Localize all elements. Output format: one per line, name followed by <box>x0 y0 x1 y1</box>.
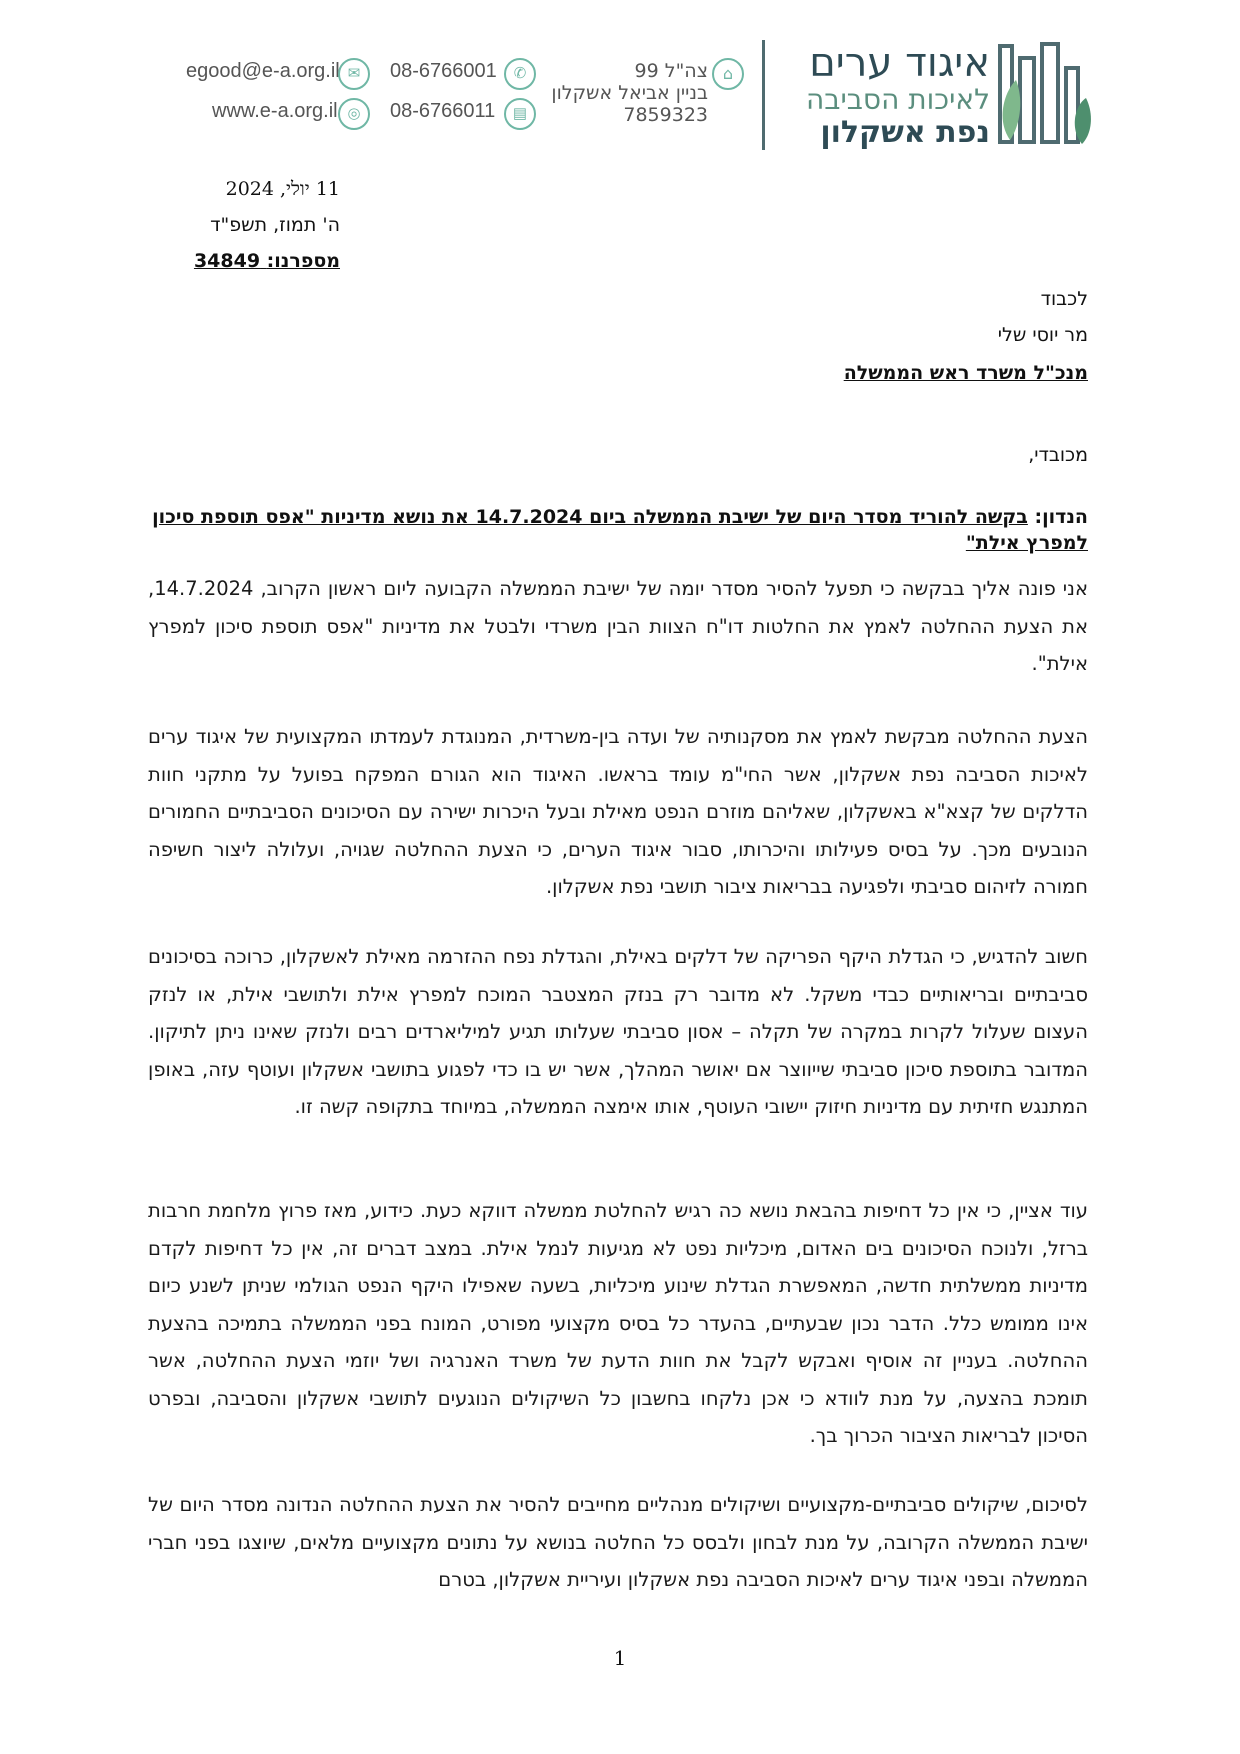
address-zip: 7859323 <box>623 104 708 126</box>
date-gregorian: 11 יולי, 2024 <box>225 178 340 200</box>
salutation: מכובדי, <box>1028 444 1088 466</box>
org-logo-text <box>790 42 990 150</box>
date-hebrew: ה' תמוז, תשפ"ד <box>210 214 340 236</box>
envelope-icon: ✉ <box>338 58 370 90</box>
reference-number <box>180 250 340 272</box>
globe-icon: ◎ <box>338 98 370 130</box>
body-paragraph-3: חשוב להדגיש, כי הגדלת היקף הפריקה של דלקים באילת, והגדלת נפח ההזרמה מאילת לאשקלון, כרוכה בסיכונים סביבתיים ובריאותיים כבדי משקל. לא מדובר רק בנזק המצטבר המוכח למפרץ אילת ולתושבי אילת, או לנזק העצום שעלול לקרות במקרה של תקלה – אסון סביבתי שעלותו תגיע למיליארדים רבים ולנזק שאינו ניתן לתיקון. המדובר בתוספת סיכון סביבתי שייווצר אם יאושר המהלך, אשר יש בו כדי לפגוע בתושבי אשקלון ועוטף עזה, באופן המתנגש חזיתית עם מדיניות חיזוק יישובי העוטף, אותו אימצה הממשלה, במיוחד בתקופה קשה זו. <box>148 945 1088 1118</box>
recipient-title: מנכ"ל משרד ראש הממשלה <box>843 362 1088 384</box>
fax-icon: ▤ <box>504 98 536 130</box>
body-paragraph-2: הצעת ההחלטה מבקשת לאמץ את מסקנותיה של ועדה בין-משרדית, המנוגדת לעמדתו המקצועית של איגוד ערים לאיכות הסביבה נפת אשקלון, אשר החי"מ עומד בראשו. האיגוד הוא הגורם המפקח בפועל על מתקני חוות הדלקים של קצא"א באשקלון, שאליהם מוזרם הנפט מאילת ובעל היכרות ישירה עם הסיכונים הסביבתיים החמורים הנובעים מכך. על בסיס פעילותו והיכרותו, סבור איגוד הערים, כי הצעת ההחלטה שגויה, ועלולה ליצור חשיפה חמורה לזיהום סביבתי ולפגיעה בבריאות ציבור תושבי נפת אשקלון. <box>148 725 1088 898</box>
page-number: 1 <box>613 1646 627 1670</box>
recipient-name: מר יוסי שלי <box>997 324 1088 346</box>
reference-label: מספרנו: <box>266 250 340 272</box>
body-paragraph-5: לסיכום, שיקולים סביבתיים-מקצועיים ושיקולים מנהליים מחייבים להסיר את הצעת ההחלטה הנדונה מסדר היום של ישיבת הממשלה הקרובה, על מנת לבחון ולבסס כל החלטה בנושא על נתונים מקצועיים מלאים, שיוצגו בפני חברי הממשלה ובפני איגוד ערים לאיכות הסביבה נפת אשקלון ועיריית אשקלון, בטרם <box>148 1493 1088 1591</box>
body-paragraph-1: אני פונה אליך בבקשה כי תפעל להסיר מסדר יומה של ישיבת הממשלה הקבועה ליום ראשון הקרוב, 14.7.2024, את הצעת ההחלטה לאמץ את החלטות דו"ח הצוות הבין משרדי ולבטל את מדיניות "אפס תוספת סיכון למפרץ אילת". <box>148 577 1088 675</box>
fax-number: 08-6766011 <box>390 100 496 122</box>
buildings-logo-icon <box>990 40 1100 152</box>
recipient-greeting: לכבוד <box>1040 288 1088 310</box>
phone-icon: ✆ <box>504 58 536 90</box>
subject-text: בקשה להוריד מסדר היום של ישיבת הממשלה ביום 14.7.2024 את נושא מדיניות "אפס תוספת סיכון למפרץ אילת" <box>152 506 1088 554</box>
org-address <box>548 60 708 126</box>
org-name-line1: איגוד ערים <box>809 40 990 86</box>
letterhead-divider <box>762 40 765 150</box>
org-name-line2: לאיכות הסביבה <box>805 83 990 116</box>
reference-value: 34849 <box>193 250 261 272</box>
address-building: בניין אביאל אשקלון <box>551 82 708 104</box>
home-icon: ⌂ <box>712 58 744 90</box>
phone-number: 08-6766001 <box>390 60 497 82</box>
org-name-line3: נפת אשקלון <box>820 115 990 150</box>
subject-label: הנדון: <box>1034 506 1088 528</box>
body-paragraph-4: עוד אציין, כי אין כל דחיפות בהבאת נושא כה רגיש להחלטת ממשלה דווקא כעת. כידוע, מאז פרוץ מלחמת חרבות ברזל, ולנוכח הסיכונים בים האדום, מיכליות נפט לא מגיעות לנמל אילת. במצב דברים זה, אין כל דחיפות לקדם מדיניות ממשלתית חדשה, המאפשרת הגדלת שינוע מיכליות, בשעה שאפילו היקף הנפט הגולמי שניתן לשנע כיום אינו ממומש כלל. הדבר נכון שבעתיים, בהעדר כל בסיס מקצועי מפורט, המונח בפני הממשלה בתמיכה בהצעת ההחלטה. בעניין זה אוסיף ואבקש לקבל את חוות הדעת של משרד האנרגיה ושל יוזמי הצעת ההחלטה, אשר תומכת בהצעה, על מנת לוודא כי אכן נלקחו בחשבון כל השיקולים הנוגעים לתושבי אשקלון והסביבה, ובפרט הסיכון לבריאות הציבור הכרוך בך. <box>148 1199 1088 1447</box>
address-street: צה"ל 99 <box>634 60 708 82</box>
website-url[interactable]: www.e-a.org.il <box>212 100 338 122</box>
email-address[interactable]: egood@e-a.org.il <box>186 60 340 82</box>
subject-line <box>140 504 1088 556</box>
